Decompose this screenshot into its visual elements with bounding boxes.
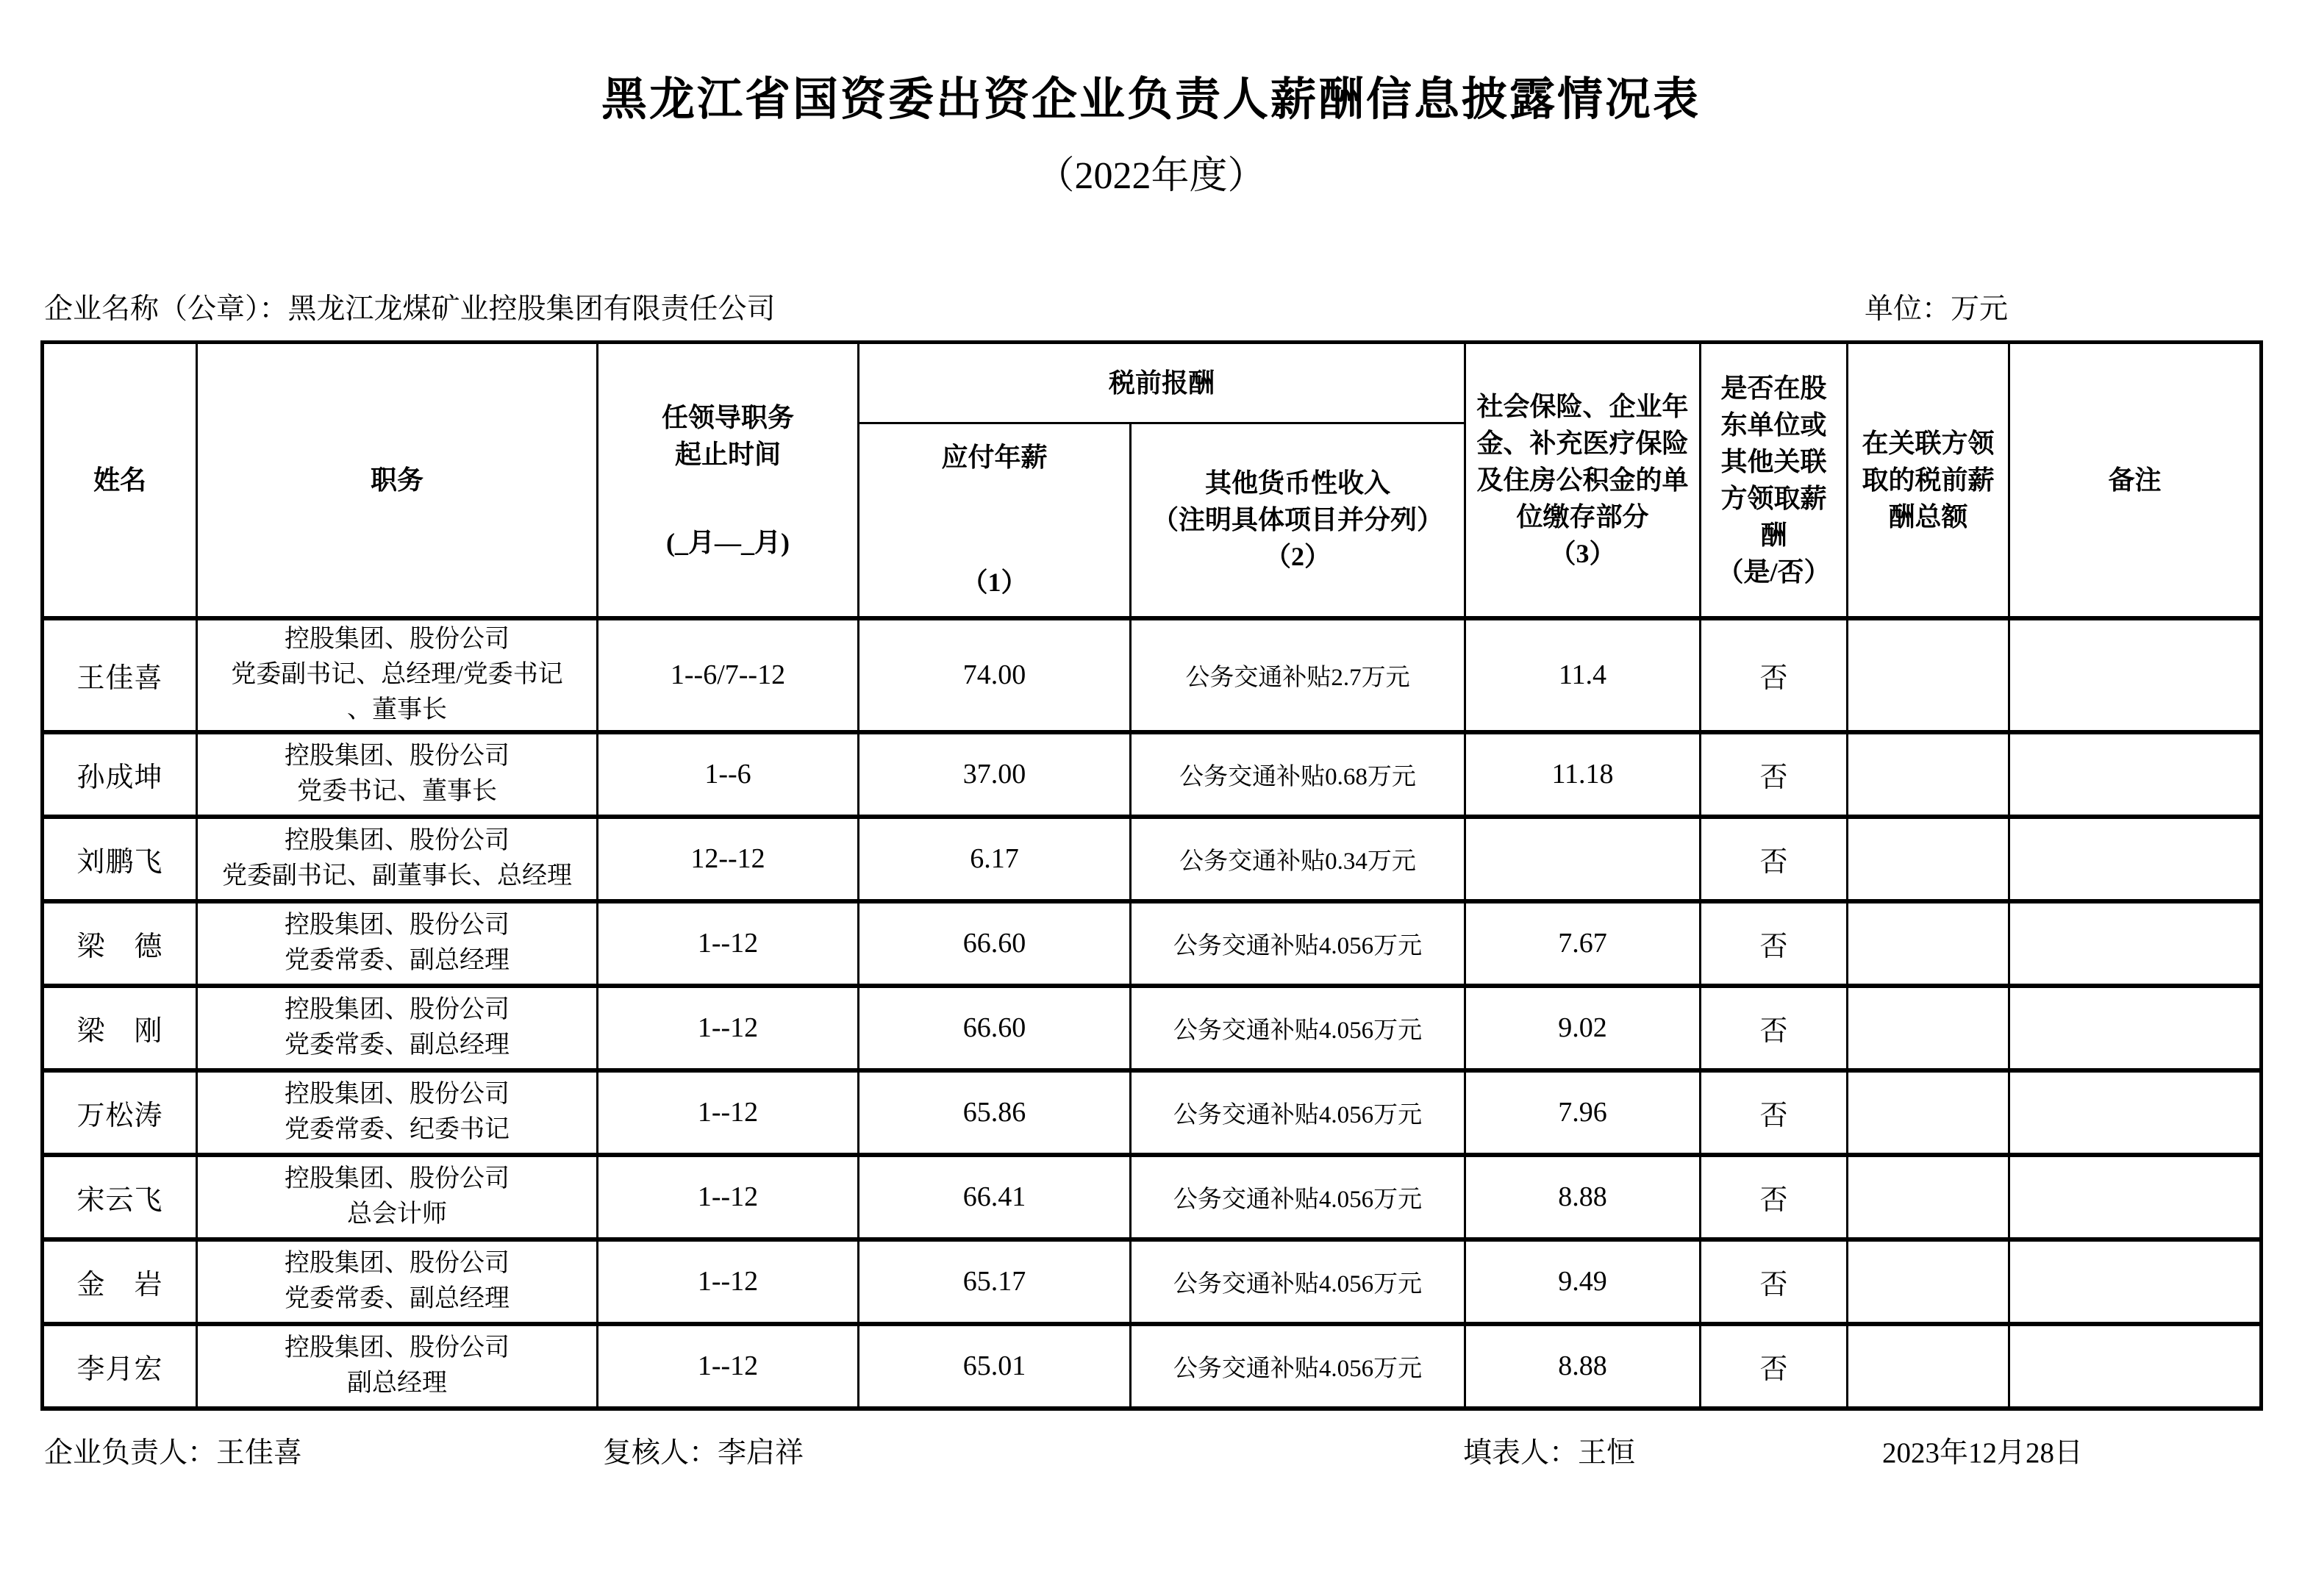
position-line: 、董事长 — [347, 696, 447, 723]
remark-cell — [2009, 1324, 2262, 1409]
other-income-cell: 公务交通补贴4.056万元 — [1131, 1324, 1465, 1409]
name-cell: 王佳喜 — [43, 618, 197, 732]
header-other-income-index: （2） — [1265, 542, 1331, 572]
header-insurance-text: 社会保险、企业年金、补充医疗保险及住房公积金的单位缴存部分 — [1476, 391, 1689, 532]
related-total-cell — [1848, 1239, 2009, 1324]
position-cell — [197, 618, 598, 732]
table-row — [43, 1239, 2262, 1324]
position-cell — [197, 1324, 598, 1409]
position-line: 控股集团、股份公司 — [285, 1081, 510, 1108]
header-related-flag-text: 是否在股东单位或其他关联方领取薪酬 — [1720, 373, 1827, 550]
footer-preparer: 填表人：王恒 — [1463, 1436, 1636, 1469]
header-term-note: (_月—_月) — [666, 527, 790, 557]
other-income-cell: 公务交通补贴4.056万元 — [1131, 986, 1465, 1070]
related-flag-cell: 否 — [1701, 817, 1848, 901]
related-flag-cell: 否 — [1701, 732, 1848, 817]
remark-cell — [2009, 901, 2262, 986]
other-income-cell: 公务交通补贴0.68万元 — [1131, 732, 1465, 817]
remark-cell — [2009, 1155, 2262, 1239]
insurance-cell: 11.18 — [1465, 732, 1701, 817]
footer-date: 2023年12月28日 — [1882, 1436, 2084, 1469]
name-cell: 梁 德 — [43, 901, 197, 986]
table-row — [43, 817, 2262, 901]
header-insurance-index: （3） — [1549, 538, 1616, 568]
term-cell: 1--6 — [598, 732, 859, 817]
name-cell: 刘鹏飞 — [43, 817, 197, 901]
position-cell — [197, 986, 598, 1070]
other-income-cell: 公务交通补贴4.056万元 — [1131, 1155, 1465, 1239]
table-row — [43, 1155, 2262, 1239]
header-term — [598, 343, 859, 618]
related-total-cell — [1848, 1155, 2009, 1239]
position-line: 总会计师 — [347, 1200, 447, 1228]
header-other-income-text: 其他货币性收入 — [1205, 468, 1391, 498]
remark-cell — [2009, 986, 2262, 1070]
header-term-line: 任领导职务 — [661, 402, 794, 432]
insurance-cell: 9.49 — [1465, 1239, 1701, 1324]
related-flag-cell: 否 — [1701, 1324, 1848, 1409]
remark-cell — [2009, 817, 2262, 901]
position-cell — [197, 901, 598, 986]
table-row — [43, 901, 2262, 986]
salary-cell: 66.41 — [859, 1155, 1131, 1239]
other-income-cell: 公务交通补贴2.7万元 — [1131, 618, 1465, 732]
header-position: 职务 — [197, 343, 598, 618]
name-cell: 宋云飞 — [43, 1155, 197, 1239]
position-line: 控股集团、股份公司 — [285, 1250, 510, 1277]
related-flag-cell: 否 — [1701, 901, 1848, 986]
header-related-total: 在关联方领取的税前薪酬总额 — [1848, 343, 2009, 618]
name-cell: 万松涛 — [43, 1070, 197, 1155]
salary-cell: 65.01 — [859, 1324, 1131, 1409]
insurance-cell: 8.88 — [1465, 1324, 1701, 1409]
name-cell: 孙成坤 — [43, 732, 197, 817]
position-line: 控股集团、股份公司 — [285, 996, 510, 1023]
term-cell: 1--12 — [598, 1324, 859, 1409]
position-cell — [197, 1070, 598, 1155]
salary-cell: 74.00 — [859, 618, 1131, 732]
header-salary — [859, 423, 1131, 618]
header-pretax: 税前报酬 — [859, 343, 1465, 423]
position-line: 控股集团、股份公司 — [285, 912, 510, 939]
meta-row — [0, 286, 2302, 327]
name-cell: 李月宏 — [43, 1324, 197, 1409]
term-cell: 1--12 — [598, 986, 859, 1070]
remark-cell — [2009, 732, 2262, 817]
header-salary-index: （1） — [961, 568, 1028, 598]
remark-cell — [2009, 1070, 2262, 1155]
position-line: 控股集团、股份公司 — [285, 1165, 510, 1192]
term-cell: 12--12 — [598, 817, 859, 901]
header-related-flag — [1701, 343, 1848, 618]
footer — [0, 1430, 2302, 1474]
term-cell: 1--12 — [598, 1070, 859, 1155]
position-cell — [197, 732, 598, 817]
header-other-income-note: （注明具体项目并分列） — [1152, 505, 1444, 535]
page-subtitle: （2022年度） — [1036, 155, 1266, 197]
position-line: 党委副书记、副董事长、总经理 — [222, 862, 572, 890]
related-flag-cell: 否 — [1701, 986, 1848, 1070]
table-row — [43, 986, 2262, 1070]
related-flag-cell: 否 — [1701, 1239, 1848, 1324]
salary-cell: 37.00 — [859, 732, 1131, 817]
footer-reviewer: 复核人：李启祥 — [603, 1436, 804, 1469]
company-label: 企业名称（公章）：黑龙江龙煤矿业控股集团有限责任公司 — [44, 293, 776, 325]
salary-cell: 66.60 — [859, 901, 1131, 986]
table-row — [43, 618, 2262, 732]
position-line: 控股集团、股份公司 — [285, 626, 510, 653]
related-flag-cell: 否 — [1701, 618, 1848, 732]
position-line: 党委副书记、总经理/党委书记 — [231, 661, 563, 688]
related-total-cell — [1848, 1324, 2009, 1409]
position-line: 控股集团、股份公司 — [285, 827, 510, 854]
term-cell: 1--12 — [598, 1155, 859, 1239]
position-cell — [197, 817, 598, 901]
related-total-cell — [1848, 986, 2009, 1070]
other-income-cell: 公务交通补贴0.34万元 — [1131, 817, 1465, 901]
header-salary-text: 应付年薪 — [941, 443, 1048, 473]
name-cell: 金 岩 — [43, 1239, 197, 1324]
insurance-cell: 7.96 — [1465, 1070, 1701, 1155]
related-flag-cell: 否 — [1701, 1070, 1848, 1155]
remark-cell — [2009, 1239, 2262, 1324]
related-total-cell — [1848, 901, 2009, 986]
position-line: 党委常委、副总经理 — [285, 947, 510, 974]
unit-label: 单位：万元 — [1864, 293, 2008, 325]
insurance-cell: 11.4 — [1465, 618, 1701, 732]
header-related-flag-note: （是/否） — [1717, 557, 1831, 587]
position-line: 党委书记、董事长 — [297, 778, 497, 805]
position-line: 党委常委、纪委书记 — [285, 1116, 510, 1143]
position-line: 党委常委、副总经理 — [285, 1285, 510, 1312]
term-cell: 1--12 — [598, 901, 859, 986]
position-line: 控股集团、股份公司 — [285, 1334, 510, 1361]
other-income-cell: 公务交通补贴4.056万元 — [1131, 901, 1465, 986]
name-cell: 梁 刚 — [43, 986, 197, 1070]
header-other-income — [1131, 423, 1465, 618]
related-total-cell — [1848, 817, 2009, 901]
other-income-cell: 公务交通补贴4.056万元 — [1131, 1239, 1465, 1324]
salary-cell: 6.17 — [859, 817, 1131, 901]
salary-cell: 65.17 — [859, 1239, 1131, 1324]
position-line: 副总经理 — [347, 1370, 447, 1397]
header-remark: 备注 — [2009, 343, 2262, 618]
salary-table — [40, 340, 2263, 1411]
insurance-cell: 8.88 — [1465, 1155, 1701, 1239]
header-name: 姓名 — [43, 343, 197, 618]
other-income-cell: 公务交通补贴4.056万元 — [1131, 1070, 1465, 1155]
related-total-cell — [1848, 618, 2009, 732]
salary-cell: 65.86 — [859, 1070, 1131, 1155]
related-total-cell — [1848, 1070, 2009, 1155]
page-title: 黑龙江省国资委出资企业负责人薪酬信息披露情况表 — [601, 75, 1701, 125]
related-flag-cell: 否 — [1701, 1155, 1848, 1239]
related-total-cell — [1848, 732, 2009, 817]
header-term-line: 起止时间 — [674, 439, 781, 469]
remark-cell — [2009, 618, 2262, 732]
position-line: 党委常委、副总经理 — [285, 1031, 510, 1059]
term-cell: 1--6/7--12 — [598, 618, 859, 732]
table-row — [43, 732, 2262, 817]
insurance-cell: 9.02 — [1465, 986, 1701, 1070]
salary-cell: 66.60 — [859, 986, 1131, 1070]
term-cell: 1--12 — [598, 1239, 859, 1324]
footer-manager: 企业负责人：王佳喜 — [44, 1436, 303, 1469]
table-row — [43, 1324, 2262, 1409]
position-cell — [197, 1155, 598, 1239]
position-line: 控股集团、股份公司 — [285, 742, 510, 770]
insurance-cell — [1465, 817, 1701, 901]
insurance-cell: 7.67 — [1465, 901, 1701, 986]
header-insurance — [1465, 343, 1701, 618]
position-cell — [197, 1239, 598, 1324]
table-row — [43, 1070, 2262, 1155]
